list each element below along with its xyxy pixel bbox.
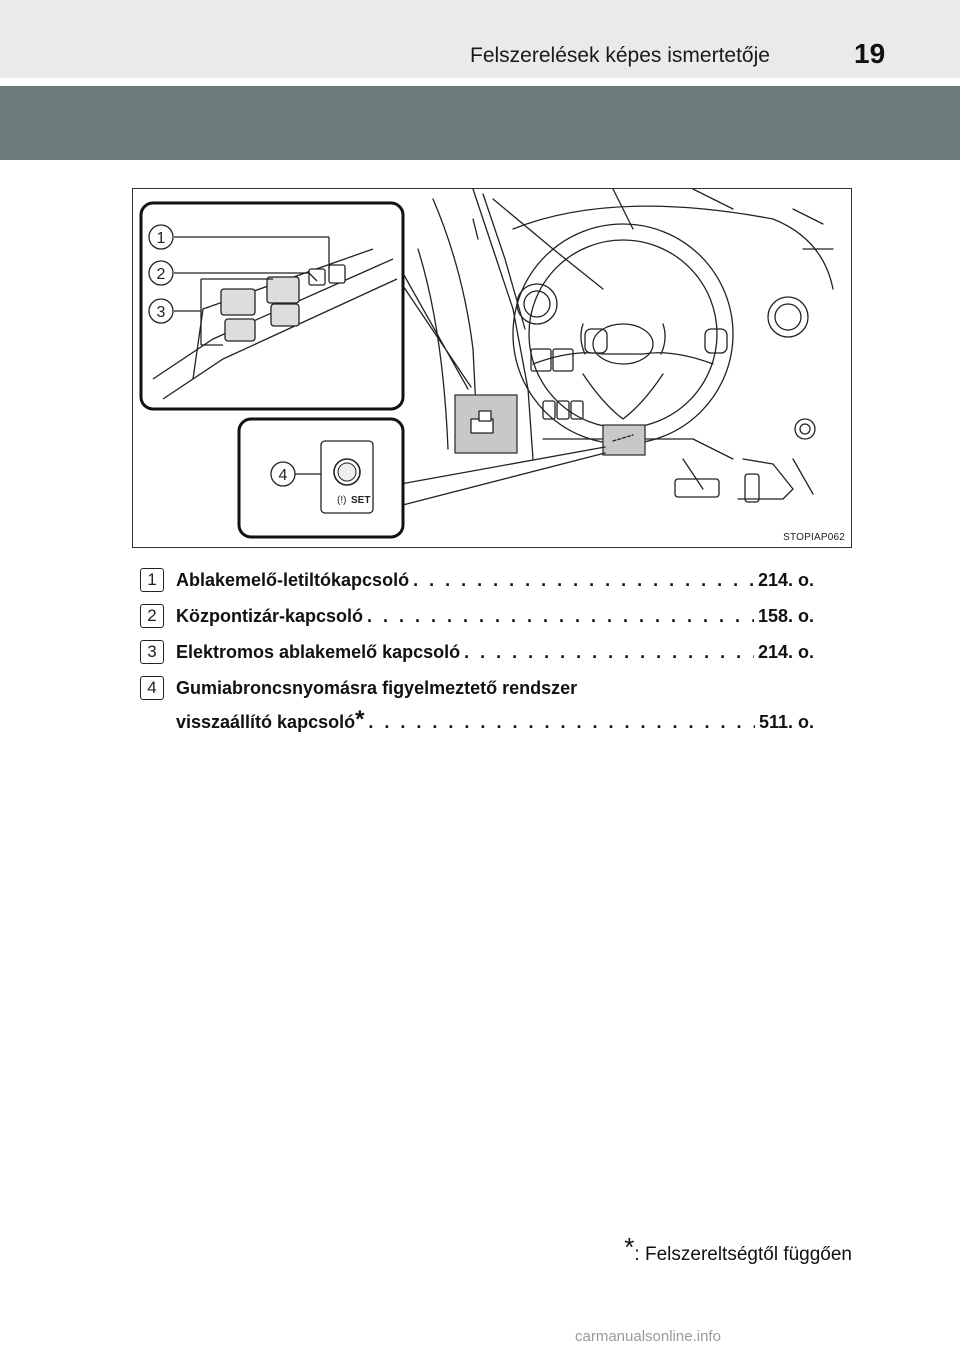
section-band [0,86,960,160]
figure-code: STOPIAP062 [783,532,845,543]
item-label: Elektromos ablakemelő kapcsoló [176,642,461,662]
item-number: 4 [140,676,164,700]
list-item [140,602,820,638]
page-number: 19 [854,38,886,69]
footnote [624,1232,852,1267]
callout-1-label: 1 [156,230,166,247]
section-title: Felszerelések képes ismertetője [470,44,770,67]
item-number: 3 [140,640,164,664]
steering-spokes [533,353,713,364]
dot-leader [368,712,755,740]
tpms-icon: (!) [337,495,347,506]
item-number: 1 [140,568,164,592]
callout-4-label: 4 [278,467,288,484]
pedal [675,479,719,497]
item-number: 2 [140,604,164,628]
item-page-ref[interactable]: 214. o. [757,642,814,662]
dashboard-drawing [133,189,853,549]
item-page-ref[interactable]: 511. o. [758,712,814,732]
dot-leader [464,642,754,663]
dash-switch [543,401,555,419]
item-label: Központizár-kapcsoló [176,606,364,626]
left-vent [517,284,557,324]
callout-2-label: 2 [156,266,166,283]
tpms-switch-location [603,425,645,455]
item-page-ref[interactable]: 214. o. [757,570,814,590]
item-label: Ablakemelő-letiltókapcsoló [176,570,410,590]
component-list [140,566,820,752]
steering-hub [593,324,653,364]
footnote-asterisk: * [624,1232,635,1262]
list-item [140,674,820,752]
item-page-ref[interactable]: 158. o. [757,606,814,626]
dashboard-illustration [132,188,852,548]
asterisk-marker: * [355,706,365,733]
dot-leader [413,570,754,591]
set-label: SET [351,495,371,506]
list-item [140,566,820,602]
dashboard-top [513,206,833,289]
list-item [140,638,820,674]
dot-leader [367,606,754,627]
right-vent [768,297,808,337]
item-label-line1: Gumiabroncsnyomásra figyelmeztető rendszer [176,678,578,698]
steering-wheel-rim [513,224,733,444]
door-switch-inset [141,203,403,409]
callout-leader-bottom [395,447,605,507]
item-label-line2: visszaállító kapcsoló [176,712,356,732]
footnote-text: : Felszereltségtől függően [634,1244,852,1265]
callout-3-label: 3 [156,304,166,321]
watermark: carmanualsonline.info [575,1328,721,1345]
tpms-switch-inset [239,419,403,537]
